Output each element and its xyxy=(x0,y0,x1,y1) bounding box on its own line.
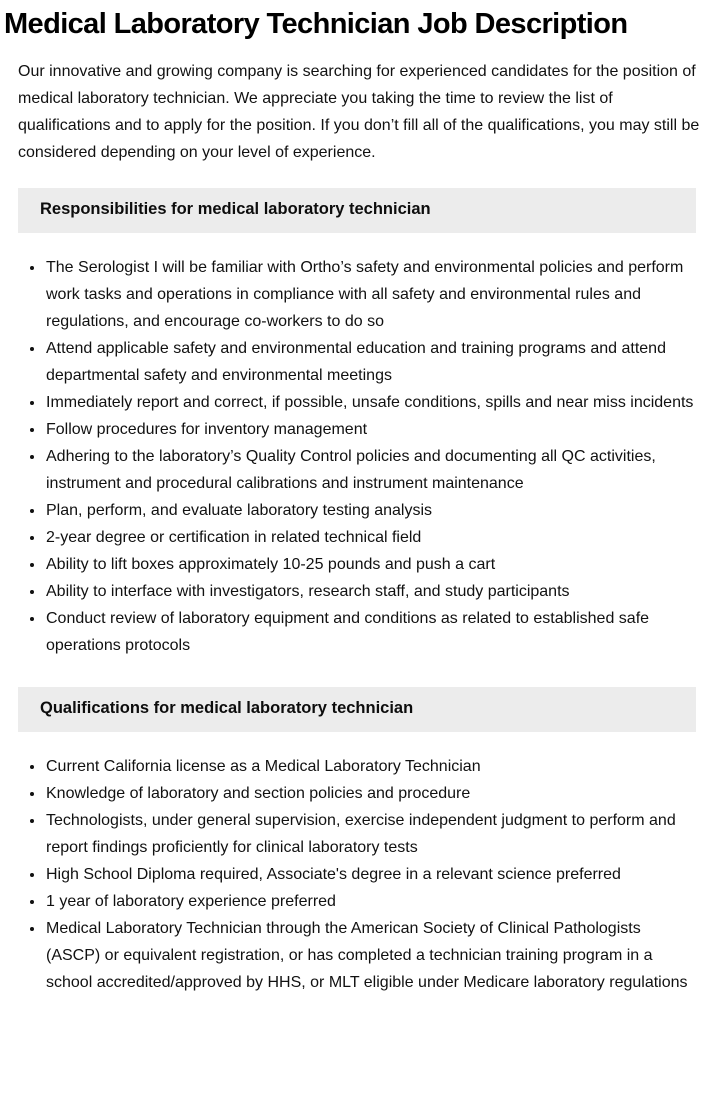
section-heading-qualifications: Qualifications for medical laboratory technician xyxy=(18,687,696,732)
list-item: • Adhering to the laboratory’s Quality Control policies and documenting all QC activities, instrument and procedural calibrations and instrument maintenance xyxy=(45,443,698,497)
responsibilities-list xyxy=(18,254,698,659)
list-item: • Conduct review of laboratory equipment and conditions as related to established safe operations protocols xyxy=(45,605,698,659)
list-item: • Knowledge of laboratory and section policies and procedure xyxy=(45,780,698,807)
list-item: • Follow procedures for inventory management xyxy=(45,416,698,443)
qualifications-list xyxy=(18,753,698,996)
list-item: • Technologists, under general supervision, exercise independent judgment to perform and report findings proficiently for clinical laboratory tests xyxy=(45,807,698,861)
list-item: • Medical Laboratory Technician through the American Society of Clinical Pathologists (ASCP) or equivalent registration, or has completed a technician training program in a school accredited/approved by HHS, or MLT eligible under Medicare laboratory regulations xyxy=(45,915,698,996)
list-item: • High School Diploma required, Associate's degree in a relevant science preferred xyxy=(45,861,698,888)
page-title: Medical Laboratory Technician Job Description xyxy=(4,8,628,40)
intro-paragraph: Our innovative and growing company is searching for experienced candidates for the position of medical laboratory technician. We appreciate you taking the time to review the list of qualifications and to apply for the position. If you don’t fill all of the qualifications, you may still be considered depending on your level of experience. xyxy=(18,63,700,162)
list-item: • Immediately report and correct, if possible, unsafe conditions, spills and near miss incidents xyxy=(45,389,698,416)
list-item: • Ability to interface with investigators, research staff, and study participants xyxy=(45,578,698,605)
list-item: • Current California license as a Medical Laboratory Technician xyxy=(45,753,698,780)
list-item: • 1 year of laboratory experience preferred xyxy=(45,888,698,915)
list-item: • Plan, perform, and evaluate laboratory testing analysis xyxy=(45,497,698,524)
list-item: • Attend applicable safety and environmental education and training programs and attend departmental safety and environmental meetings xyxy=(45,335,698,389)
list-item: • Ability to lift boxes approximately 10-25 pounds and push a cart xyxy=(45,551,698,578)
list-item: • 2-year degree or certification in related technical field xyxy=(45,524,698,551)
list-item: • The Serologist I will be familiar with Ortho’s safety and environmental policies and perform work tasks and operations in compliance with all safety and environmental rules and regulations, and encourage co-workers to do so xyxy=(45,254,698,335)
section-heading-responsibilities: Responsibilities for medical laboratory technician xyxy=(18,188,696,233)
